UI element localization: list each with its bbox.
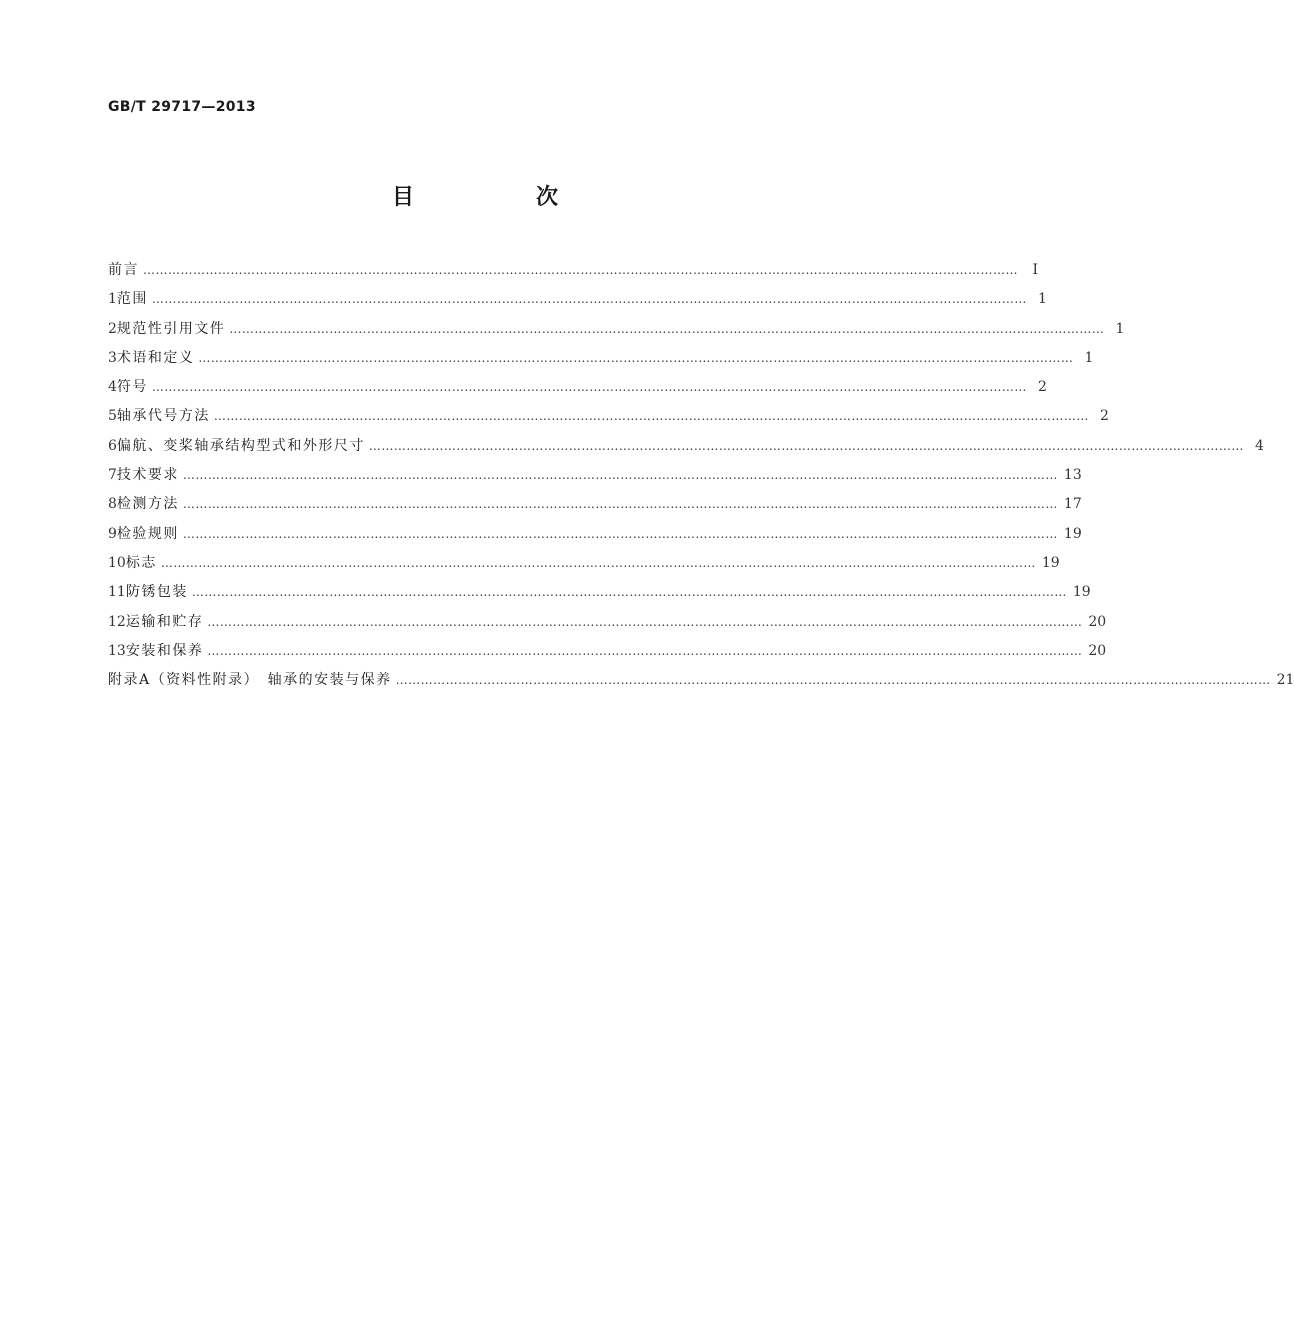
toc-entry-number: 10 bbox=[108, 554, 126, 571]
toc-entry[interactable] bbox=[108, 256, 1038, 285]
toc-entry-label: 标志 bbox=[125, 554, 157, 571]
toc-leader: ………………………………………………………………………………………………………………………………………………………………………………………… bbox=[229, 321, 1105, 336]
toc-entry-label: 轴承代号方法 bbox=[116, 408, 210, 425]
toc-entry-label: 检测方法 bbox=[116, 496, 179, 513]
toc-entry-page: 1 bbox=[1115, 320, 1125, 337]
toc-entry-number: 8 bbox=[108, 496, 117, 513]
toc-entry[interactable] bbox=[108, 461, 1082, 490]
toc-entry-label: 符号 bbox=[116, 379, 148, 396]
toc-leader: ………………………………………………………………………………………………………………………………………………………………………………………… bbox=[207, 614, 1083, 629]
toc-entry-number: 12 bbox=[108, 613, 126, 630]
toc-entry-number: 1 bbox=[108, 291, 117, 308]
toc-entry-page: 19 bbox=[1041, 554, 1060, 571]
toc-entry-label: 偏航、变桨轴承结构型式和外形尺寸 bbox=[116, 437, 365, 454]
toc-leader: ………………………………………………………………………………………………………………………………………………………………………………………… bbox=[143, 263, 1018, 277]
toc-entry-label: 防锈包装 bbox=[125, 584, 188, 601]
toc-leader: ………………………………………………………………………………………………………………………………………………………………………………………… bbox=[207, 643, 1083, 658]
toc-entry-number: 9 bbox=[108, 525, 117, 542]
toc-entry-number: 7 bbox=[108, 467, 117, 484]
toc-entry-number: 6 bbox=[108, 437, 117, 454]
page-title: 目 次 bbox=[391, 185, 608, 210]
toc-entry[interactable] bbox=[108, 578, 1091, 607]
toc-leader: ………………………………………………………………………………………………………………………………………………………………………………………… bbox=[191, 585, 1067, 600]
toc-entry-label: 技术要求 bbox=[116, 467, 179, 484]
toc-entry-label: 术语和定义 bbox=[116, 349, 195, 366]
toc-entry[interactable] bbox=[108, 344, 1094, 373]
toc-entry-number: 4 bbox=[108, 379, 117, 396]
toc-entry-number: 5 bbox=[108, 408, 117, 425]
toc-entry-label: 前言 bbox=[108, 262, 139, 278]
toc-entry-page: 1 bbox=[1084, 349, 1094, 366]
toc-entry[interactable] bbox=[108, 285, 1047, 314]
toc-entry-page: 2 bbox=[1100, 408, 1109, 425]
toc-entry-number: 13 bbox=[108, 642, 126, 659]
toc-leader: ………………………………………………………………………………………………………………………………………………………………………………………… bbox=[182, 497, 1058, 512]
toc-entry-number: 2 bbox=[108, 320, 117, 337]
toc-entry-label: 检验规则 bbox=[116, 525, 179, 542]
toc-entry[interactable] bbox=[108, 490, 1082, 519]
toc-leader: ………………………………………………………………………………………………………………………………………………………………………………………… bbox=[182, 526, 1058, 541]
toc-entry-number: 3 bbox=[108, 349, 117, 366]
toc-entry-page: 1 bbox=[1038, 291, 1047, 308]
toc-entry-page: 19 bbox=[1063, 525, 1082, 542]
toc-leader: ………………………………………………………………………………………………………………………………………………………………………………………… bbox=[368, 438, 1244, 453]
toc-entry-page: 13 bbox=[1063, 467, 1082, 484]
toc-entry-page: 4 bbox=[1255, 437, 1264, 454]
toc-entry-page: 2 bbox=[1038, 379, 1047, 396]
toc-entry[interactable] bbox=[108, 637, 1107, 666]
table-of-contents bbox=[108, 256, 1294, 695]
toc-leader: ………………………………………………………………………………………………………………………………………………………………………………………… bbox=[151, 292, 1027, 307]
toc-entry-page: 19 bbox=[1072, 584, 1091, 601]
toc-leader: ………………………………………………………………………………………………………………………………………………………………………………………… bbox=[182, 468, 1058, 483]
toc-entry-page: 17 bbox=[1063, 496, 1082, 513]
toc-entry[interactable] bbox=[108, 520, 1082, 549]
toc-entry-page: 20 bbox=[1088, 613, 1107, 630]
toc-entry[interactable] bbox=[108, 549, 1060, 578]
standard-number: GB/T 29717—2013 bbox=[108, 99, 256, 115]
toc-entry-label: 安装和保养 bbox=[125, 642, 204, 659]
toc-entry[interactable] bbox=[108, 432, 1264, 461]
toc-entry[interactable] bbox=[108, 373, 1047, 402]
toc-entry-page: 21 bbox=[1276, 672, 1294, 689]
toc-entry-label: 运输和贮存 bbox=[125, 613, 204, 630]
toc-leader: ………………………………………………………………………………………………………………………………………………………………………………………… bbox=[213, 409, 1089, 424]
toc-entry-page: Ⅰ bbox=[1032, 262, 1038, 278]
toc-entry-number: 11 bbox=[108, 584, 126, 601]
toc-entry[interactable] bbox=[108, 608, 1107, 637]
toc-entry[interactable] bbox=[108, 402, 1109, 431]
toc-leader: ………………………………………………………………………………………………………………………………………………………………………………………… bbox=[395, 673, 1271, 688]
toc-entry-label: 附录A（资料性附录） 轴承的安装与保养 bbox=[108, 672, 392, 689]
toc-entry[interactable] bbox=[108, 666, 1294, 695]
toc-entry-label: 规范性引用文件 bbox=[116, 320, 226, 337]
toc-entry-label: 范围 bbox=[116, 291, 148, 308]
toc-entry[interactable] bbox=[108, 315, 1125, 344]
toc-entry-page: 20 bbox=[1088, 642, 1107, 659]
toc-leader: ………………………………………………………………………………………………………………………………………………………………………………………… bbox=[151, 380, 1027, 395]
toc-leader: ………………………………………………………………………………………………………………………………………………………………………………………… bbox=[198, 350, 1074, 365]
toc-leader: ………………………………………………………………………………………………………………………………………………………………………………………… bbox=[160, 555, 1036, 570]
